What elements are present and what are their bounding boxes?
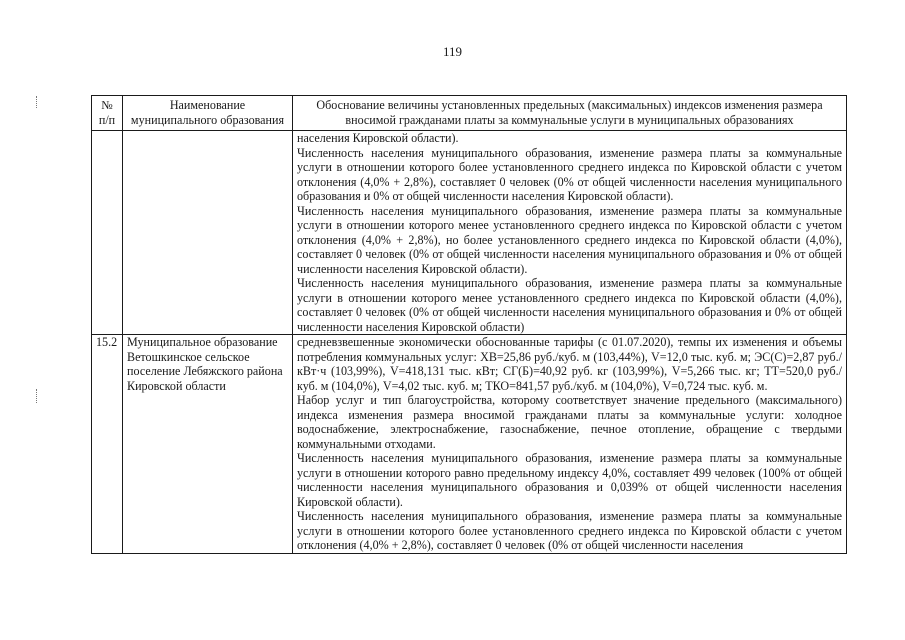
row-justification: [293, 131, 847, 335]
justification-paragraph: Численность населения муниципального образования, изменение размера платы за коммунальные услуги в отношении которого менее установленного среднего индекса по Кировской области (4,0%), составляет 0 человек (0% от общей численности населения муниципального образования и 0% от общей численности населения Кировской области): [297, 276, 842, 334]
row-number: [92, 131, 123, 335]
justification-paragraph: Численность населения муниципального образования, изменение размера платы за коммунальные услуги в отношении которого менее установленного среднего индекса по Кировской области с учетом отклонения (4,0% + 2,8%), но более установленного среднего индекса по Кировской области (4,0%), составляет 0 человек (0% от общей численности населения муниципального образования и 0% от общей численности населения Кировской области).: [297, 203, 842, 276]
justification-paragraph: населения Кировской области).: [297, 131, 459, 145]
header-justification: Обоснование величины установленных предельных (максимальных) индексов изменения размера вносимой гражданами платы за коммунальные услуги в муниципальных образованиях: [293, 96, 847, 131]
justification-paragraph: Набор услуг и тип благоустройства, которому соответствует значение предельного (максимального) индекса изменения размера вносимой гражданами платы за коммунальные услуги: холодное водоснабжение, электроснабжение, газоснабжение, печное отопление, обращение с твердыми коммунальными отходами.: [297, 393, 842, 451]
binding-mark-bottom: [36, 389, 37, 403]
row-municipality-name: [123, 131, 293, 335]
justification-paragraph: Численность населения муниципального образования, изменение размера платы за коммунальные услуги в отношении которого равно предельному индексу 4,0%, составляет 499 человек (100% от общей численности населения муниципального образования и 0,039% от общей численности населения Кировской области).: [297, 451, 842, 509]
justification-paragraph: Численность населения муниципального образования, изменение размера платы за коммунальные услуги в отношении которого более установленного среднего индекса по Кировской области с учетом отклонения (4,0% + 2,8%), составляет 0 человек (0% от общей численности населения: [297, 509, 842, 552]
binding-mark-top: [36, 96, 37, 108]
row-municipality-name: Муниципальное образование Ветошкинское сельское поселение Лебяжского района Кировской области: [123, 335, 293, 554]
page-number: 119: [442, 44, 463, 59]
table-row-15-2: [92, 335, 847, 554]
justification-paragraph: средневзвешенные экономически обоснованные тарифы (с 01.07.2020), темпы их изменения и объемы потребления коммунальных услуг: ХВ=25,86 руб./куб. м (103,44%), V=12,0 тыс. куб. м; ЭС(С)=2,87 руб./кВт·ч (103,99%), V=418,131 тыс. кВт; СГ(Б)=40,92 руб. кг (103,99%), V=5,266 тыс. кг; ТТ=520,0 руб./куб. м (104,0%), V=4,02 тыс. куб. м; ТКО=841,57 руб./куб. м (104,0%), V=0,724 тыс. куб. м.: [297, 335, 842, 393]
header-number: № п/п: [92, 96, 123, 131]
row-justification: [293, 335, 847, 554]
justification-paragraph: Численность населения муниципального образования, изменение размера платы за коммунальные услуги в отношении которого более установленного среднего индекса по Кировской области с учетом отклонения (4,0% + 2,8%), составляет 0 человек (0% от общей численности населения муниципального образования и 0% от общей численности населения Кировской области).: [297, 145, 842, 203]
row-number: 15.2: [92, 335, 123, 554]
table-header-row: [92, 96, 847, 131]
header-municipality-name: Наименование муниципального образования: [123, 96, 293, 131]
table-row-continuation: [92, 131, 847, 335]
document-table: [91, 95, 847, 554]
